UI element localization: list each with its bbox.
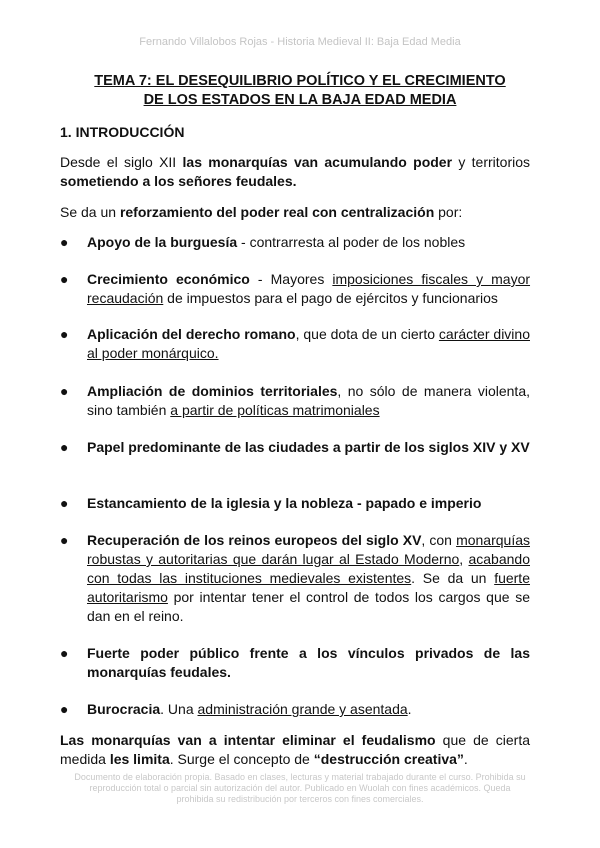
title-line-2: DE LOS ESTADOS EN LA BAJA EDAD MEDIA — [143, 92, 457, 108]
bullet-icon: ● — [60, 271, 69, 287]
list-item-text: Apoyo de la burguesía - contrarresta al poder de los nobles — [87, 234, 466, 250]
bullet-icon: ● — [60, 439, 69, 455]
list-item-text: Fuerte poder público frente a los vínculos privados de las monarquías feudales. — [87, 645, 530, 680]
list-item-text: Recuperación de los reinos europeos del siglo XV, con monarquías robustas y autoritarias que darán lugar al Estado Moderno, acabando con todas las instituciones medievales existentes. Se da un fuerte autoritarismo por intentar tener el control de todos los cargos que se dan en el reino. — [87, 532, 530, 624]
bullet-icon: ● — [60, 532, 69, 548]
bullet-icon: ● — [60, 383, 69, 399]
page-header: Fernando Villalobos Rojas - Historia Medieval II: Baja Edad Media — [139, 36, 461, 48]
list-item-text: Crecimiento económico - Mayores imposiciones fiscales y mayor recaudación de impuestos para el pago de ejércitos y funcionarios — [87, 271, 531, 306]
list-item-text: Estancamiento de la iglesia y la nobleza - papado e imperio — [87, 495, 482, 511]
list-item-text: Burocracia. Una administración grande y asentada. — [87, 701, 412, 717]
closing-paragraph: Las monarquías van a intentar eliminar el feudalismo que de cierta medida les limita. Surge el concepto de “destrucción creativa”. — [60, 732, 530, 767]
bullet-icon: ● — [60, 645, 69, 661]
title-line-1: TEMA 7: EL DESEQUILIBRIO POLÍTICO Y EL CRECIMIENTO — [94, 73, 506, 89]
page-footer: Documento de elaboración propia. Basado en clases, lecturas y material trabajado durante el curso. Prohibida su reproducción total o parcial sin autorización del autor. Publicado en Wuolah con fines académicos. Queda prohibida su redistribución por terceros con fines comerciales. — [74, 772, 526, 804]
lead-paragraph: Se da un reforzamiento del poder real con centralización por: — [60, 204, 463, 220]
section-heading: 1. INTRODUCCIÓN — [60, 124, 185, 140]
list-item-text: Papel predominante de las ciudades a partir de los siglos XIV y XV — [87, 439, 530, 455]
list-item-text: Ampliación de dominios territoriales, no sólo de manera violenta, sino también a partir de políticas matrimoniales — [87, 383, 530, 418]
list-item-text: Aplicación del derecho romano, que dota de un cierto carácter divino al poder monárquico. — [87, 326, 530, 361]
page-title — [60, 72, 540, 110]
bullet-icon: ● — [60, 495, 69, 511]
intro-paragraph: Desde el siglo XII las monarquías van acumulando poder y territorios sometiendo a los señores feudales. — [60, 154, 531, 189]
bullet-icon: ● — [60, 326, 69, 342]
bullet-icon: ● — [60, 234, 69, 250]
bullet-icon: ● — [60, 701, 69, 717]
